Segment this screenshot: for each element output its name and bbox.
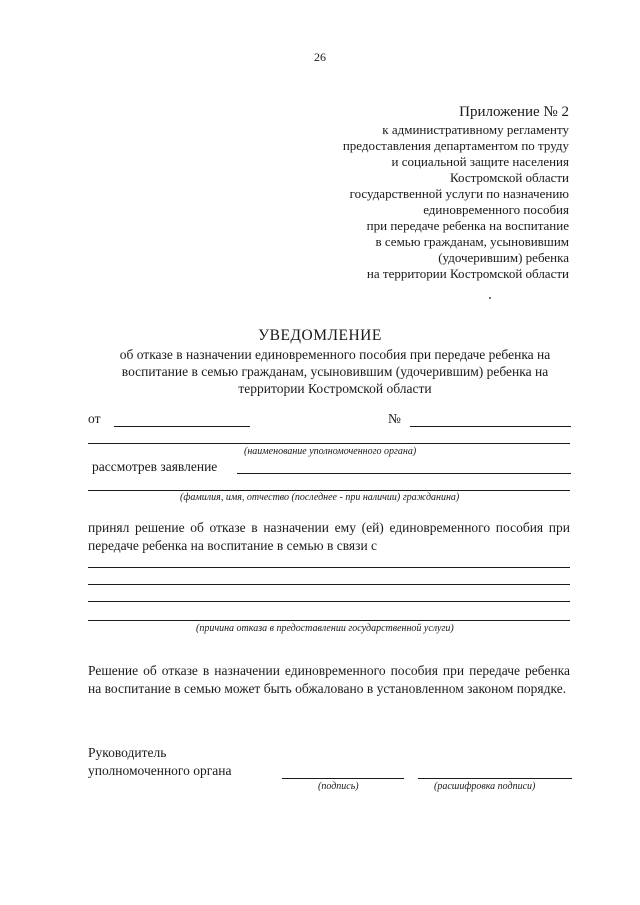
appendix-block xyxy=(343,103,569,282)
appendix-line: (удочерившим) ребенка xyxy=(438,250,569,265)
from-label: от xyxy=(88,411,101,426)
reason-line-2[interactable] xyxy=(88,584,570,585)
notice-subtitle-line: об отказе в назначении единовременного пособия при передаче ребенка на xyxy=(119,347,551,362)
application-field-line[interactable] xyxy=(237,473,571,474)
notice-subtitle xyxy=(98,346,572,397)
reason-line-1[interactable] xyxy=(88,567,570,568)
signatory-title-line-2: уполномоченного органа xyxy=(88,763,232,778)
signatory-title-line-1: Руководитель xyxy=(88,745,167,760)
citizen-field-line[interactable] xyxy=(88,490,570,491)
signature-decoding-field-line[interactable] xyxy=(418,778,572,779)
authority-field-line[interactable] xyxy=(88,443,570,444)
notice-title: УВЕДОМЛЕНИЕ xyxy=(258,327,382,344)
page-number: 26 xyxy=(314,50,326,64)
number-label: № xyxy=(388,411,401,426)
appendix-line: на территории Костромской области xyxy=(366,266,569,281)
authority-caption: (наименование уполномоченного органа) xyxy=(244,446,417,457)
appendix-line: при передаче ребенка на воспитание xyxy=(366,218,569,233)
signature-field-line[interactable] xyxy=(282,778,404,779)
appendix-line: в семью гражданам, усыновившим xyxy=(375,234,569,249)
reason-line-4[interactable] xyxy=(88,620,570,621)
considered-label: рассмотрев заявление xyxy=(92,459,218,474)
appendix-title: Приложение № 2 xyxy=(459,104,569,120)
signature-caption: (подпись) xyxy=(318,781,359,792)
scan-speck xyxy=(489,297,491,299)
appendix-line: единовременного пособия xyxy=(423,202,569,217)
reason-caption: (причина отказа в предоставлении государственной услуги) xyxy=(196,623,454,634)
reason-line-3[interactable] xyxy=(88,601,570,602)
appendix-line: к административному регламенту xyxy=(382,122,569,137)
date-field-line[interactable] xyxy=(114,426,250,427)
appendix-line: и социальной защите населения xyxy=(391,154,569,169)
appendix-line: Костромской области xyxy=(449,170,569,185)
appendix-line: государственной услуги по назначению xyxy=(349,186,569,201)
citizen-caption: (фамилия, имя, отчество (последнее - при наличии) гражданина) xyxy=(180,492,460,503)
signature-decoding-caption: (расшифровка подписи) xyxy=(434,781,536,792)
appendix-line: предоставления департаментом по труду xyxy=(342,138,569,153)
notice-subtitle-line: территории Костромской области xyxy=(238,381,432,396)
decision-text: принял решение об отказе в назначении ему (ей) единовременного пособия при передаче ребенка на воспитание в семью в связи с xyxy=(88,520,570,553)
notice-subtitle-line: воспитание в семью гражданам, усыновившим (удочерившим) ребенка на xyxy=(121,364,549,379)
number-field-line[interactable] xyxy=(410,426,571,427)
appeal-text: Решение об отказе в назначении единовременного пособия при передаче ребенка на воспитание в семью может быть обжаловано в установленном законом порядке. xyxy=(88,663,570,696)
